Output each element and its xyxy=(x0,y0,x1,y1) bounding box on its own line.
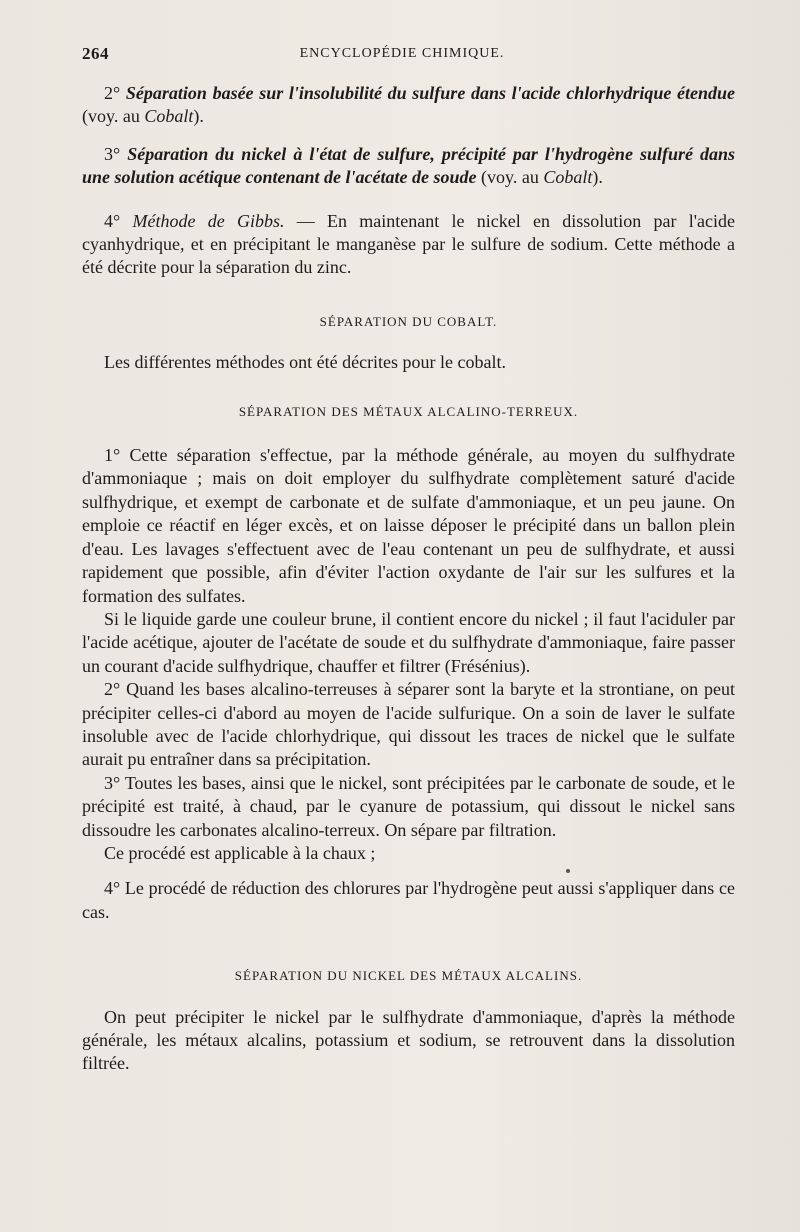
running-title: ENCYCLOPÉDIE CHIMIQUE. xyxy=(299,46,505,61)
item-ref: Cobalt xyxy=(144,106,194,127)
paragraph: 2° Quand les bases alcalino-terreuses à séparer sont la baryte et la strontiane, on peut précipiter celles-ci d'abord au moyen de l'acide sulfurique. On a soin de laver le sulfate insoluble avec de l'acide chlorhydrique, qui dissout les traces de nickel que le sulfate aurait pu entraîner dans sa précipitation. xyxy=(82,679,735,770)
item-text: (voy. au xyxy=(82,106,145,127)
page-number: 264 xyxy=(82,44,109,63)
item-title: Méthode de Gibbs. xyxy=(132,210,285,231)
item-number: 3° xyxy=(104,143,121,164)
paragraph: 4° Le procédé de réduction des chlorures par l'hydrogène peut aussi s'appliquer dans ce cas. xyxy=(82,878,735,922)
section-heading-alcalino-terreux: SÉPARATION DES MÉTAUX ALCALINO-TERREUX. xyxy=(238,403,579,419)
section-heading-cobalt: SÉPARATION DU COBALT. xyxy=(319,313,498,329)
section-text-cobalt: Les différentes méthodes ont été décrites pour le cobalt. xyxy=(104,352,507,373)
intro-item-2 xyxy=(82,82,735,129)
page-body xyxy=(82,82,735,1076)
section-heading-alcalins: SÉPARATION DU NICKEL DES MÉTAUX ALCALINS. xyxy=(234,968,583,984)
item-title: Séparation du nickel à l'état de sulfure, précipité par l'hydrogène sulfuré dans une solution acétique contenant de l'acétate de soude xyxy=(82,143,736,188)
item-number: 2° xyxy=(104,83,121,103)
paragraph: 1° Cette séparation s'effectue, par la méthode générale, au moyen du sulfhydrate d'ammoniaque ; mais on doit employer du sulfhydrate complètement saturé d'acide sulfhydrique, et exempt de carbonate et de sulfate d'ammoniaque, et un peu jaune. On emploie ce réactif en léger excès, et on laisse déposer le précipité dans un ballon plein d'eau. Les lavages s'effectuent avec de l'eau contenant un peu de sulfhydrate, et aussi rapidement que possible, afin d'éviter l'action oxydante de l'air sur les sulfures et la formation des sulfates. xyxy=(82,445,735,606)
item-title: Séparation basée sur l'insolubilité du sulfure dans l'acide chlorhydrique étendue xyxy=(125,83,735,103)
item-number: 4° xyxy=(104,210,121,231)
item-text-end: ). xyxy=(592,167,603,188)
item-ref: Cobalt xyxy=(543,167,593,188)
item-text: — En maintenant le nickel en dissolution par l'acide cyanhydrique, et en précipitant le manganèse par le sulfure de sodium. Cette méthode a été décrite pour la séparation du zinc. xyxy=(82,210,735,278)
stray-dot xyxy=(82,865,735,877)
paragraph: Ce procédé est applicable à la chaux ; xyxy=(104,842,376,863)
intro-item-3 xyxy=(82,143,735,190)
item-text-end: ). xyxy=(193,106,204,127)
paragraph: 3° Toutes les bases, ainsi que le nickel, sont précipitées par le carbonate de soude, et le précipité est traité, à chaud, par le cyanure de potassium, qui dissout le nickel sans dissoudre les carbonates alcalino-terreux. On sépare par filtration. xyxy=(82,772,735,840)
section-text-alcalins: On peut précipiter le nickel par le sulfhydrate d'ammoniaque, d'après la méthode générale, les métaux alcalins, potassium et sodium, se retrouvent dans la dissolution filtrée. xyxy=(82,1006,735,1074)
intro-item-4 xyxy=(82,210,735,280)
page-header xyxy=(82,44,722,68)
item-text: (voy. au xyxy=(476,167,544,188)
paragraph: Si le liquide garde une couleur brune, il contient encore du nickel ; il faut l'aciduler par l'acide acétique, ajouter de l'acétate de soude et du sulfhydrate d'ammoniaque, faire passer un courant d'acide sulfhydrique, chauffer et filtrer (Frésénius). xyxy=(82,608,735,676)
